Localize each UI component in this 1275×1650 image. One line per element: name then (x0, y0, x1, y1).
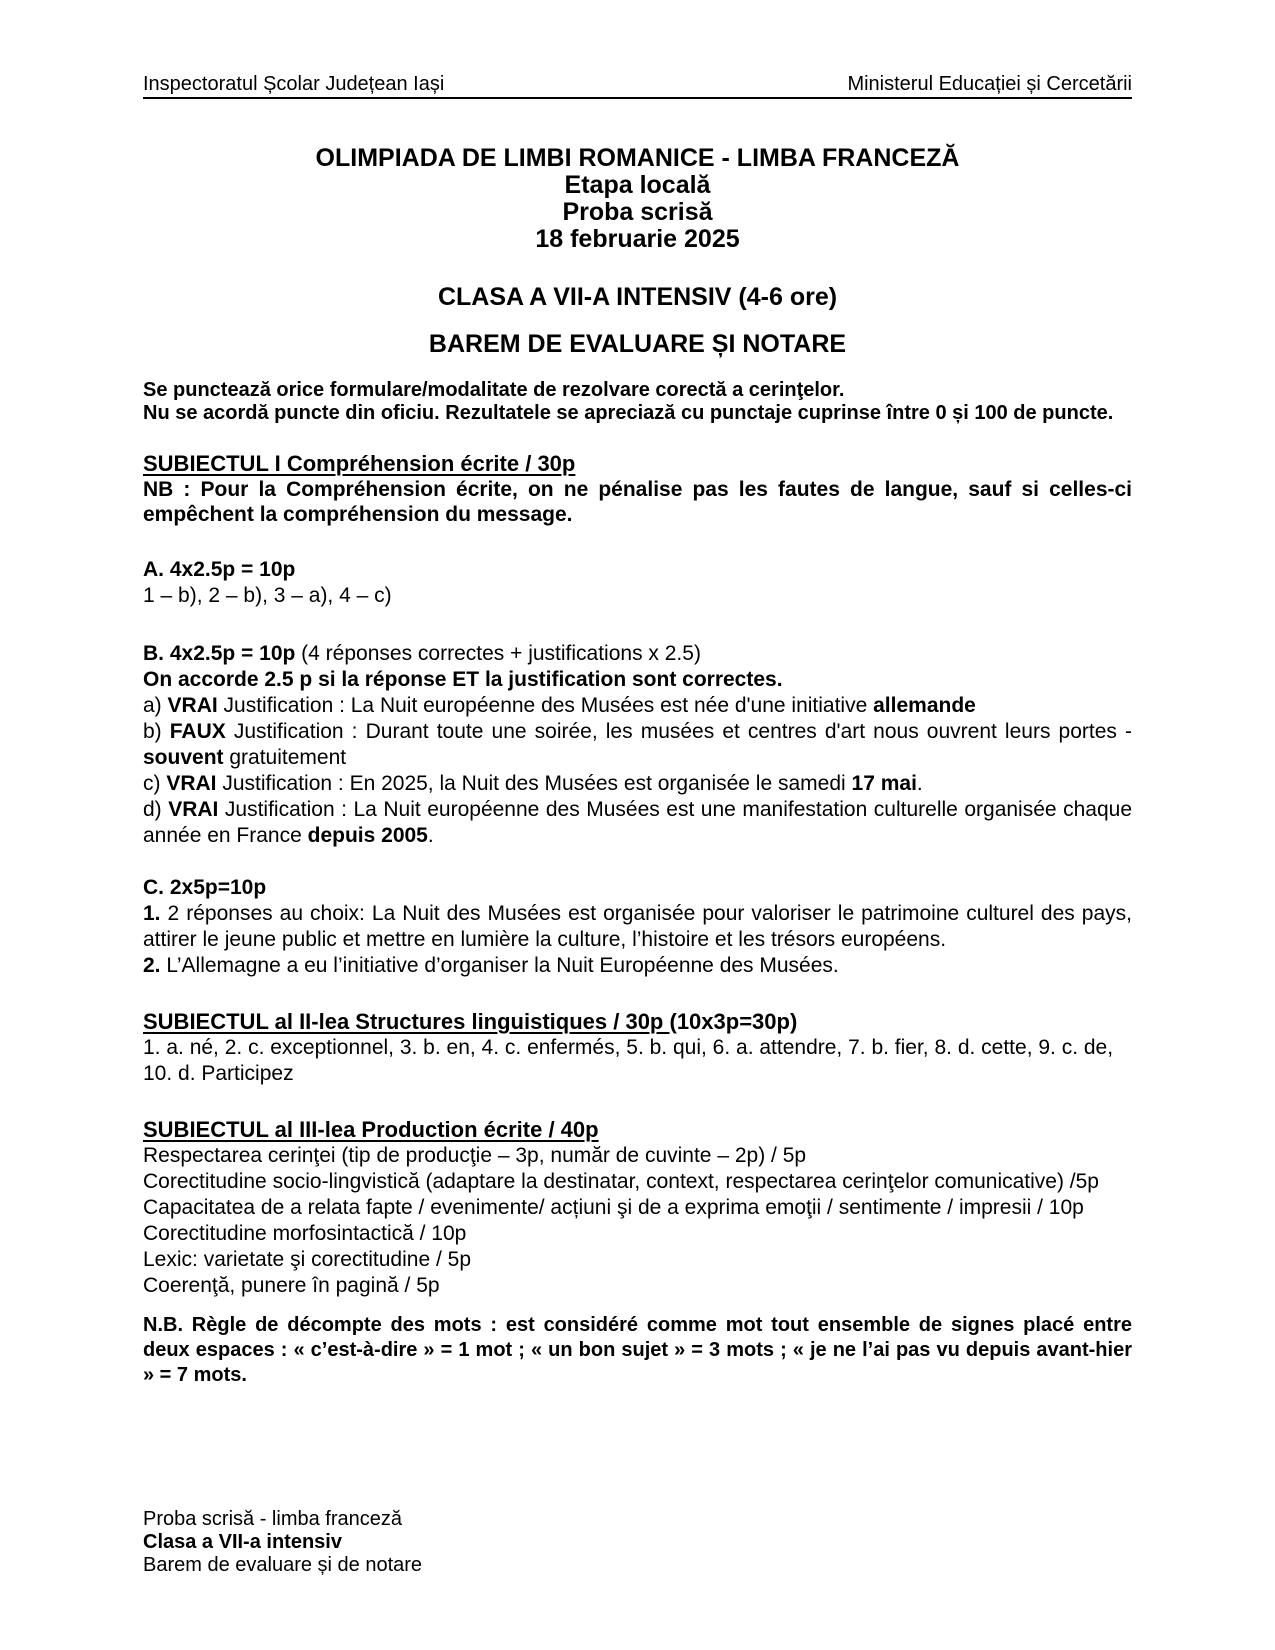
part-c-heading: C. 2x5p=10p (143, 876, 267, 899)
part-c-block (143, 875, 1132, 979)
title-line-stage: Etapa locală (564, 171, 711, 199)
part-c-item-1: 1. 2 réponses au choix: La Nuit des Musées est organisée pour valoriser le patrimoine culturel des pays, attirer le jeune public et mettre en lumière la culture, l’histoire et les trésors européens. (143, 902, 1132, 951)
title-line-olympiad: OLIMPIADA DE LIMBI ROMANICE - LIMBA FRANCEZĂ (315, 144, 960, 172)
part-a-heading: A. 4x2.5p = 10p (143, 558, 296, 581)
intro-line-2: Nu se acordă puncte din oficiu. Rezultatele se apreciază cu punctaje cuprinse între 0 și 100 de puncte. (143, 402, 1114, 424)
footer-line-proba: Proba scrisă - limba franceză (143, 1508, 402, 1530)
subject3-block (143, 1117, 1132, 1299)
header-left: Inspectoratul Școlar Județean Iași (143, 73, 445, 95)
part-a-answers: 1 – b), 2 – b), 3 – a), 4 – c) (143, 584, 392, 607)
title-line-proba: Proba scrisă (562, 198, 713, 226)
criterion-respectarea: Respectarea cerinţei (tip de producţie – 3p, număr de cuvinte – 2p) / 5p (143, 1144, 807, 1167)
subject2-block (143, 1009, 1132, 1087)
part-b-rule: On accorde 2.5 p si la réponse ET la justification sont correctes. (143, 668, 783, 691)
part-b-heading: B. 4x2.5p = 10p (4 réponses correctes + justifications x 2.5) (143, 642, 701, 665)
part-c-item-2: 2. L’Allemagne a eu l’initiative d’organiser la Nuit Européenne des Musées. (143, 954, 839, 977)
part-b-item-b: b) FAUX Justification : Durant toute une soirée, les musées et centres d'art nous ouvrent leurs portes - souvent gratuitement (143, 720, 1132, 769)
title-line-date: 18 februarie 2025 (535, 225, 740, 253)
title-block (143, 145, 1132, 253)
barem-title: BAREM DE EVALUARE ȘI NOTARE (428, 330, 847, 358)
intro-line-1: Se punctează orice formulare/modalitate de rezolvare corectă a cerinţelor. (143, 379, 845, 401)
subject3-heading: SUBIECTUL al III-lea Production écrite / 40p (143, 1117, 599, 1142)
footer-line-barem: Barem de evaluare și de notare (143, 1554, 423, 1576)
word-count-note: N.B. Règle de décompte des mots : est considéré comme mot tout ensemble de signes placé entre deux espaces : « c’est-à-dire » = 1 mot ; « un bon sujet » = 3 mots ; « je ne l’ai pas vu depuis avant-hier » = 7 mots. (143, 1314, 1132, 1386)
part-b-item-a: a) VRAI Justification : La Nuit européenne des Musées est née d'une initiative allemande (143, 694, 976, 717)
part-a-block (143, 557, 1132, 609)
criterion-coerenta: Coerenţă, punere în pagină / 5p (143, 1274, 440, 1297)
criterion-capacitatea: Capacitatea de a relata fapte / evenimente/ acțiuni şi de a exprima emoţii / sentimente / impresii / 10p (143, 1196, 1084, 1219)
doc-header (143, 72, 1132, 99)
intro-block (143, 379, 1132, 425)
part-b-block (143, 641, 1132, 849)
page-footer (143, 1508, 422, 1577)
part-b-item-d: d) VRAI Justification : La Nuit européenne des Musées est une manifestation culturelle organisée chaque année en France depuis 2005. (143, 798, 1132, 847)
class-line: CLASA A VII-A INTENSIV (4-6 ore) (437, 283, 838, 311)
criterion-socio-lingvistica: Corectitudine socio-lingvistică (adaptare la destinatar, context, respectarea cerinţelor comunicative) /5p (143, 1170, 1099, 1193)
subject1-heading: SUBIECTUL I Compréhension écrite / 30p (143, 451, 576, 476)
criterion-morfosintactica: Corectitudine morfosintactică / 10p (143, 1222, 467, 1245)
footer-line-clasa: Clasa a VII-a intensiv (143, 1531, 342, 1553)
criterion-lexic: Lexic: varietate şi corectitudine / 5p (143, 1248, 472, 1271)
part-b-item-c: c) VRAI Justification : En 2025, la Nuit des Musées est organisée le samedi 17 mai. (143, 772, 923, 795)
subject1-nb-note: NB : Pour la Compréhension écrite, on ne pénalise pas les fautes de langue, sauf si celles-ci empêchent la compréhension du message. (143, 478, 1132, 526)
subject2-heading: SUBIECTUL al II-lea Structures linguistiques / 30p (10x3p=30p) (143, 1009, 798, 1034)
subject2-answers: 1. a. né, 2. c. exceptionnel, 3. b. en, 4. c. enfermés, 5. b. qui, 6. a. attendre, 7. b. fier, 8. d. cette, 9. c. de, 10. d. Participez (143, 1036, 1114, 1085)
header-right: Ministerul Educației și Cercetării (847, 73, 1132, 95)
